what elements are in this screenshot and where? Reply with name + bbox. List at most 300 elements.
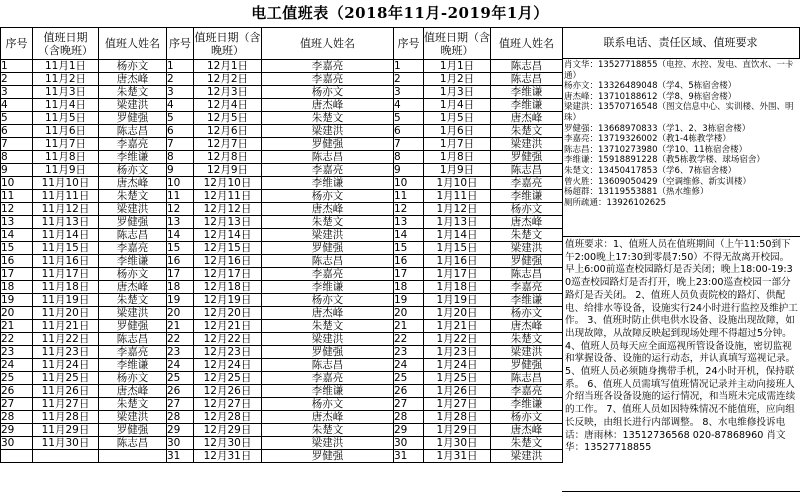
name-cell: 李嘉亮 [262, 60, 394, 73]
date-cell: 11月22日 [33, 333, 99, 346]
name-cell: 李嘉亮 [262, 164, 394, 177]
seq-cell: 29 [167, 424, 194, 437]
name-cell: 罗健强 [99, 216, 167, 229]
table-row [1, 385, 563, 398]
date-cell: 1月3日 [424, 86, 491, 99]
seq-cell: 22 [167, 333, 194, 346]
name-cell: 唐杰峰 [262, 203, 394, 216]
name-cell: 李维谦 [262, 177, 394, 190]
date-cell: 12月2日 [194, 73, 262, 86]
seq-cell: 22 [394, 333, 424, 346]
date-cell: 12月1日 [194, 60, 262, 73]
table-row [1, 333, 563, 346]
date-cell: 12月9日 [194, 164, 262, 177]
date-cell: 1月20日 [424, 307, 491, 320]
date-cell: 11月27日 [33, 398, 99, 411]
name-cell: 李维谦 [262, 281, 394, 294]
seq-cell: 9 [1, 164, 33, 177]
name-cell: 罗健强 [99, 424, 167, 437]
contact-line: 陈志昌：13710273980（学10、11栋宿舍楼） [564, 144, 748, 155]
seq-cell: 30 [1, 437, 33, 450]
seq-cell: 19 [1, 294, 33, 307]
seq-cell: 12 [1, 203, 33, 216]
seq-cell: 23 [1, 346, 33, 359]
seq-cell: 24 [167, 359, 194, 372]
name-cell: 梁建洪 [491, 138, 563, 151]
date-cell: 12月18日 [194, 281, 262, 294]
table-row [1, 99, 563, 112]
date-cell: 1月4日 [424, 99, 491, 112]
table-row [1, 372, 563, 385]
date-cell: 1月28日 [424, 411, 491, 424]
contact-line: 杨超群：13119553881（热水维修） [564, 187, 709, 198]
header-name: 值班人姓名 [491, 28, 563, 60]
seq-cell: 8 [1, 151, 33, 164]
seq-cell: 31 [394, 450, 424, 463]
date-cell: 1月7日 [424, 138, 491, 151]
date-cell: 1月31日 [424, 450, 491, 463]
date-cell: 12月19日 [194, 294, 262, 307]
header-seq: 序号 [1, 28, 33, 60]
date-cell: 11月19日 [33, 294, 99, 307]
seq-cell: 6 [167, 125, 194, 138]
table-row [1, 242, 563, 255]
name-cell: 陈志昌 [491, 73, 563, 86]
date-cell: 12月31日 [194, 450, 262, 463]
seq-cell: 17 [167, 268, 194, 281]
name-cell: 唐杰峰 [491, 320, 563, 333]
contact-header: 联系电话、责任区域、值班要求 [562, 27, 800, 59]
name-cell: 李维谦 [262, 385, 394, 398]
date-cell: 11月10日 [33, 177, 99, 190]
table-row [1, 411, 563, 424]
date-cell: 1月9日 [424, 164, 491, 177]
seq-cell: 23 [394, 346, 424, 359]
seq-cell: 14 [394, 229, 424, 242]
name-cell: 李维谦 [491, 86, 563, 99]
seq-cell: 12 [394, 203, 424, 216]
date-cell: 1月15日 [424, 242, 491, 255]
contact-line: 李嘉亮：13719326002（教1-4栋教学楼） [564, 134, 731, 145]
seq-cell: 7 [1, 138, 33, 151]
date-cell: 11月15日 [33, 242, 99, 255]
seq-cell: 12 [167, 203, 194, 216]
date-cell: 1月27日 [424, 398, 491, 411]
date-cell: 11月29日 [33, 424, 99, 437]
name-cell: 陈志昌 [262, 255, 394, 268]
seq-cell: 13 [167, 216, 194, 229]
table-row [1, 281, 563, 294]
date-cell: 12月25日 [194, 372, 262, 385]
seq-cell: 24 [394, 359, 424, 372]
name-cell: 李嘉亮 [262, 268, 394, 281]
contact-line: 唐杰峰：13710188612（学8、9栋宿舍楼） [564, 91, 737, 102]
seq-cell: 28 [167, 411, 194, 424]
date-cell: 12月15日 [194, 242, 262, 255]
date-cell: 1月22日 [424, 333, 491, 346]
name-cell: 罗健强 [491, 359, 563, 372]
seq-cell: 10 [167, 177, 194, 190]
seq-cell: 3 [1, 86, 33, 99]
seq-cell: 11 [167, 190, 194, 203]
seq-cell: 16 [394, 255, 424, 268]
name-cell: 李维谦 [99, 255, 167, 268]
name-cell: 杨亦文 [491, 307, 563, 320]
name-cell: 朱楚文 [99, 190, 167, 203]
name-cell: 朱楚文 [99, 398, 167, 411]
date-cell: 11月6日 [33, 125, 99, 138]
seq-cell: 17 [1, 268, 33, 281]
seq-cell: 27 [394, 398, 424, 411]
seq-cell: 4 [167, 99, 194, 112]
name-cell: 朱楚文 [262, 320, 394, 333]
seq-cell: 16 [167, 255, 194, 268]
date-cell: 12月22日 [194, 333, 262, 346]
name-cell: 李维谦 [491, 190, 563, 203]
name-cell: 李嘉亮 [99, 138, 167, 151]
date-cell: 11月7日 [33, 138, 99, 151]
seq-cell: 26 [167, 385, 194, 398]
date-cell: 12月12日 [194, 203, 262, 216]
seq-cell: 18 [1, 281, 33, 294]
date-cell: 11月30日 [33, 437, 99, 450]
seq-cell: 10 [1, 177, 33, 190]
table-row [1, 437, 563, 450]
date-cell: 11月28日 [33, 411, 99, 424]
date-cell: 12月27日 [194, 398, 262, 411]
name-cell: 唐杰峰 [491, 216, 563, 229]
name-cell: 罗健强 [491, 151, 563, 164]
date-cell: 11月24日 [33, 359, 99, 372]
name-cell: 梁建洪 [262, 229, 394, 242]
seq-cell: 20 [394, 307, 424, 320]
seq-cell: 27 [167, 398, 194, 411]
date-cell: 1月1日 [424, 60, 491, 73]
date-cell: 11月18日 [33, 281, 99, 294]
seq-cell: 5 [167, 112, 194, 125]
date-cell: 12月3日 [194, 86, 262, 99]
duty-schedule-table [0, 27, 563, 463]
date-cell: 12月4日 [194, 99, 262, 112]
name-cell: 李维谦 [491, 398, 563, 411]
date-cell: 12月28日 [194, 411, 262, 424]
name-cell: 罗健强 [99, 112, 167, 125]
table-row [1, 177, 563, 190]
name-cell: 朱楚文 [262, 112, 394, 125]
table-row [1, 216, 563, 229]
seq-cell: 24 [1, 359, 33, 372]
table-row [1, 268, 563, 281]
header-name: 值班人姓名 [99, 28, 167, 60]
date-cell: 11月14日 [33, 229, 99, 242]
seq-cell: 18 [394, 281, 424, 294]
contact-line: 李维谦：15918891228（教5栋教学楼、球场宿舍） [564, 155, 765, 166]
table-row [1, 255, 563, 268]
table-row [1, 424, 563, 437]
name-cell: 李嘉亮 [262, 73, 394, 86]
name-cell: 李嘉亮 [491, 281, 563, 294]
date-cell: 11月25日 [33, 372, 99, 385]
seq-cell: 19 [167, 294, 194, 307]
seq-cell: 26 [1, 385, 33, 398]
name-cell: 梁建洪 [491, 346, 563, 359]
name-cell: 陈志昌 [491, 60, 563, 73]
name-cell: 杨亦文 [262, 86, 394, 99]
name-cell: 罗健强 [262, 450, 394, 463]
name-cell: 唐杰峰 [491, 424, 563, 437]
header-date: 值班日期（含晚班） [33, 28, 99, 60]
date-cell: 12月23日 [194, 346, 262, 359]
date-cell: 12月14日 [194, 229, 262, 242]
name-cell: 李嘉亮 [491, 385, 563, 398]
name-cell: 唐杰峰 [99, 385, 167, 398]
seq-cell: 4 [394, 99, 424, 112]
seq-cell: 2 [167, 73, 194, 86]
name-cell: 杨亦文 [99, 268, 167, 281]
date-cell: 12月10日 [194, 177, 262, 190]
name-cell: 李嘉亮 [262, 372, 394, 385]
seq-cell: 7 [394, 138, 424, 151]
date-cell: 11月3日 [33, 86, 99, 99]
seq-cell: 25 [1, 372, 33, 385]
name-cell: 杨亦文 [262, 294, 394, 307]
table-row [1, 450, 563, 463]
date-cell: 1月14日 [424, 229, 491, 242]
seq-cell: 21 [394, 320, 424, 333]
seq-cell: 5 [1, 112, 33, 125]
date-cell: 11月26日 [33, 385, 99, 398]
name-cell: 朱楚文 [262, 424, 394, 437]
date-cell: 1月8日 [424, 151, 491, 164]
seq-cell: 11 [1, 190, 33, 203]
date-cell: 1月6日 [424, 125, 491, 138]
name-cell [99, 450, 167, 463]
date-cell: 1月25日 [424, 372, 491, 385]
name-cell: 陈志昌 [491, 372, 563, 385]
name-cell: 朱楚文 [262, 216, 394, 229]
date-cell: 1月26日 [424, 385, 491, 398]
seq-cell: 2 [1, 73, 33, 86]
seq-cell: 9 [394, 164, 424, 177]
contact-list [562, 58, 800, 237]
date-cell: 12月16日 [194, 255, 262, 268]
table-row [1, 60, 563, 73]
seq-cell: 23 [167, 346, 194, 359]
date-cell: 12月26日 [194, 385, 262, 398]
name-cell: 杨亦文 [491, 411, 563, 424]
date-cell: 1月29日 [424, 424, 491, 437]
seq-cell: 30 [167, 437, 194, 450]
name-cell: 杨亦文 [99, 372, 167, 385]
duty-requirements: 值班要求：1、值班人员在值班期间（上午11:50到下午2:00晚上17:30到零晨7:50）不得无故离开校园。早上6:00前巡查校园路灯是否关闭；晚上18:00-19:30巡查校园路灯是否打开，晚上23:00巡查校园一部分路灯是否关闭。 2、值班人员负责院校的路灯、供配电、给排水等设备，设施实行24小时进行监控及维护工作。 3、值班时防止供电供水设备、设施出现故障，如出现故障，从故障反映起到现场处理不得超过5分钟。 4、值班人员每天应全面巡视所管设备设施，密切监视和掌握设备、设施的运行动态，并认真填写巡视记录。 5、值班人员必须随身携带手机，24小时开机，保持联系。 6、值班人员需填写值班情况记录并主动向接班人介绍当班各设备设施的运行情况，和当班未完成需连续的工作。 7、值班人员如因特殊情况不能值班，应向组长反映，由组长进行内部调整。 8、水电维修投诉电话：唐雨林：13512736568 020-87868960 肖文华：13527718855 [562, 237, 800, 492]
name-cell: 罗健强 [262, 242, 394, 255]
date-cell: 12月24日 [194, 359, 262, 372]
name-cell: 罗健强 [491, 255, 563, 268]
date-cell: 11月13日 [33, 216, 99, 229]
name-cell: 陈志昌 [262, 151, 394, 164]
name-cell: 杨亦文 [262, 190, 394, 203]
seq-cell: 17 [394, 268, 424, 281]
date-cell: 12月21日 [194, 320, 262, 333]
date-cell: 12月5日 [194, 112, 262, 125]
date-cell: 12月29日 [194, 424, 262, 437]
name-cell: 朱楚文 [491, 437, 563, 450]
date-cell: 1月17日 [424, 268, 491, 281]
header-date: 值班日期（含晚班） [194, 28, 262, 60]
contact-panel [562, 27, 800, 492]
date-cell: 11月12日 [33, 203, 99, 216]
contact-line: 肖文华：13527718855（电控、水控、发电、直饮水、一卡通） [564, 60, 794, 81]
name-cell: 朱楚文 [99, 86, 167, 99]
name-cell: 梁建洪 [99, 307, 167, 320]
date-cell: 1月23日 [424, 346, 491, 359]
contact-line: 朱楚文：13450417853（学6、7栋宿舍楼） [564, 165, 737, 176]
date-cell: 11月1日 [33, 60, 99, 73]
seq-cell: 15 [167, 242, 194, 255]
date-cell: 12月13日 [194, 216, 262, 229]
name-cell: 杨亦文 [99, 164, 167, 177]
date-cell: 1月18日 [424, 281, 491, 294]
name-cell: 李维谦 [491, 294, 563, 307]
name-cell: 朱楚文 [491, 229, 563, 242]
seq-cell: 26 [394, 385, 424, 398]
seq-cell: 1 [1, 60, 33, 73]
seq-cell: 3 [167, 86, 194, 99]
seq-cell: 10 [394, 177, 424, 190]
seq-cell: 13 [1, 216, 33, 229]
name-cell: 陈志昌 [99, 125, 167, 138]
contact-line: 杨亦文：13326489048（学4、5栋宿舍楼） [564, 81, 737, 92]
name-cell: 朱楚文 [491, 333, 563, 346]
name-cell: 唐杰峰 [99, 177, 167, 190]
header-date: 值班日期（含晚班） [424, 28, 491, 60]
date-cell: 11月17日 [33, 268, 99, 281]
name-cell: 李维谦 [99, 359, 167, 372]
date-cell: 1月13日 [424, 216, 491, 229]
date-cell [33, 450, 99, 463]
table-row [1, 86, 563, 99]
table-row [1, 320, 563, 333]
date-cell: 1月5日 [424, 112, 491, 125]
name-cell: 梁建洪 [99, 203, 167, 216]
name-cell: 梁建洪 [99, 411, 167, 424]
table-row [1, 398, 563, 411]
table-row [1, 112, 563, 125]
date-cell: 11月21日 [33, 320, 99, 333]
name-cell: 陈志昌 [99, 437, 167, 450]
header-seq: 序号 [394, 28, 424, 60]
date-cell: 11月2日 [33, 73, 99, 86]
date-cell: 1月19日 [424, 294, 491, 307]
name-cell: 罗健强 [99, 320, 167, 333]
seq-cell: 1 [167, 60, 194, 73]
table-row [1, 190, 563, 203]
name-cell: 陈志昌 [491, 268, 563, 281]
name-cell: 梁建洪 [262, 125, 394, 138]
name-cell: 唐杰峰 [99, 281, 167, 294]
table-row [1, 346, 563, 359]
seq-cell: 20 [167, 307, 194, 320]
date-cell: 12月8日 [194, 151, 262, 164]
name-cell: 罗健强 [262, 346, 394, 359]
name-cell: 罗健强 [262, 138, 394, 151]
table-row [1, 164, 563, 177]
table-row [1, 125, 563, 138]
name-cell: 梁建洪 [99, 99, 167, 112]
seq-cell: 5 [394, 112, 424, 125]
date-cell: 11月20日 [33, 307, 99, 320]
name-cell: 杨亦文 [262, 398, 394, 411]
seq-cell: 22 [1, 333, 33, 346]
seq-cell: 15 [1, 242, 33, 255]
seq-cell: 9 [167, 164, 194, 177]
name-cell: 唐杰峰 [262, 411, 394, 424]
date-cell: 12月17日 [194, 268, 262, 281]
date-cell: 11月16日 [33, 255, 99, 268]
seq-cell: 28 [394, 411, 424, 424]
seq-cell: 28 [1, 411, 33, 424]
date-cell: 11月4日 [33, 99, 99, 112]
seq-cell: 7 [167, 138, 194, 151]
contact-line: 罗健强：13668970833（学1、2、3栋宿舍楼） [564, 123, 751, 134]
seq-cell: 20 [1, 307, 33, 320]
seq-cell: 8 [394, 151, 424, 164]
header-seq: 序号 [167, 28, 194, 60]
seq-cell: 13 [394, 216, 424, 229]
date-cell: 1月12日 [424, 203, 491, 216]
seq-cell: 6 [394, 125, 424, 138]
name-cell: 李嘉亮 [99, 346, 167, 359]
name-cell: 唐杰峰 [262, 99, 394, 112]
seq-cell: 8 [167, 151, 194, 164]
seq-cell: 21 [1, 320, 33, 333]
name-cell: 杨亦文 [491, 203, 563, 216]
name-cell: 李嘉亮 [99, 242, 167, 255]
seq-cell: 3 [394, 86, 424, 99]
page-title: 电工值班表（2018年11月-2019年1月） [251, 4, 549, 22]
name-cell: 唐杰峰 [99, 73, 167, 86]
contact-line: 厕所疏通：13926102625 [564, 197, 666, 208]
seq-cell: 15 [394, 242, 424, 255]
name-cell: 李维谦 [491, 99, 563, 112]
seq-cell: 18 [167, 281, 194, 294]
seq-cell: 19 [394, 294, 424, 307]
seq-cell: 6 [1, 125, 33, 138]
table-row [1, 229, 563, 242]
date-cell: 1月11日 [424, 190, 491, 203]
date-cell: 12月6日 [194, 125, 262, 138]
date-cell: 11月8日 [33, 151, 99, 164]
name-cell: 李维谦 [99, 151, 167, 164]
date-cell: 1月30日 [424, 437, 491, 450]
table-row [1, 203, 563, 216]
seq-cell: 29 [1, 424, 33, 437]
name-cell: 梁建洪 [262, 437, 394, 450]
date-cell: 11月23日 [33, 346, 99, 359]
date-cell: 1月21日 [424, 320, 491, 333]
table-row [1, 294, 563, 307]
header-name: 值班人姓名 [262, 28, 394, 60]
name-cell: 梁建洪 [491, 242, 563, 255]
table-row [1, 151, 563, 164]
name-cell: 杨亦文 [99, 60, 167, 73]
contact-line: 梁建洪：13570716548（图文信息中心、实训楼、外围、明珠） [564, 102, 794, 123]
seq-cell [1, 450, 33, 463]
date-cell: 1月16日 [424, 255, 491, 268]
table-row [1, 73, 563, 86]
seq-cell: 30 [394, 437, 424, 450]
seq-cell: 14 [167, 229, 194, 242]
